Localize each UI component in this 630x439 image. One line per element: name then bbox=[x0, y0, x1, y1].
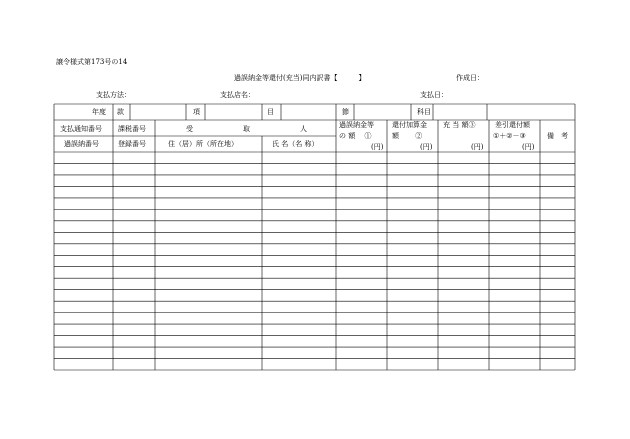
reg-no-header: 登録番号 bbox=[118, 140, 146, 148]
overpay-amount-header-1: 過誤納金等 bbox=[339, 121, 374, 129]
payment-date-label: 支払日： bbox=[420, 91, 448, 99]
form-id: 譲令様式第173号の14 bbox=[56, 58, 128, 66]
net-refund-unit: (円) bbox=[522, 143, 535, 151]
recipient-header-3: 人 bbox=[300, 125, 307, 133]
payment-notice-no-header: 支払通知番号 bbox=[60, 125, 102, 133]
year-label: 年度 bbox=[92, 108, 106, 116]
payment-branch-label: 支払店名： bbox=[220, 91, 255, 99]
overpay-amount-header-2: の 額 ① bbox=[339, 132, 372, 140]
remarks-header: 備 考 bbox=[547, 132, 568, 140]
overpayment-no-header: 過誤納番号 bbox=[64, 140, 99, 148]
form-title: 過誤納金等還付(充当)同内訳書【 】 bbox=[234, 74, 366, 82]
recipient-header-1: 受 bbox=[186, 125, 193, 133]
refund-add-header-2: 額 ② bbox=[392, 132, 423, 140]
appropriation-unit: (円) bbox=[471, 143, 484, 151]
refund-add-header-1: 還付加算金 bbox=[392, 121, 427, 129]
kou-label: 項 bbox=[193, 108, 200, 116]
overpay-amount-unit: (円) bbox=[371, 143, 384, 151]
name-header: 氏 名（名 称） bbox=[272, 140, 319, 148]
net-refund-header-1: 差引還付額 bbox=[495, 121, 530, 129]
recipient-header-2: 取 bbox=[243, 125, 250, 133]
address-header: 住（居）所（所在地） bbox=[168, 140, 238, 148]
created-date-label: 作成日： bbox=[456, 74, 484, 82]
payment-method-label: 支払方法： bbox=[96, 91, 131, 99]
tax-reg-no-header: 課税番号 bbox=[118, 125, 146, 133]
moku-label: 目 bbox=[267, 108, 274, 116]
refund-add-unit: (円) bbox=[420, 143, 433, 151]
setsu-label: 節 bbox=[342, 108, 349, 116]
net-refund-header-2: ①＋②－③ bbox=[493, 132, 526, 140]
kan-label: 款 bbox=[117, 108, 124, 116]
kamoku-label: 科目 bbox=[417, 108, 431, 116]
appropriation-header: 充 当 額③ bbox=[443, 121, 476, 129]
